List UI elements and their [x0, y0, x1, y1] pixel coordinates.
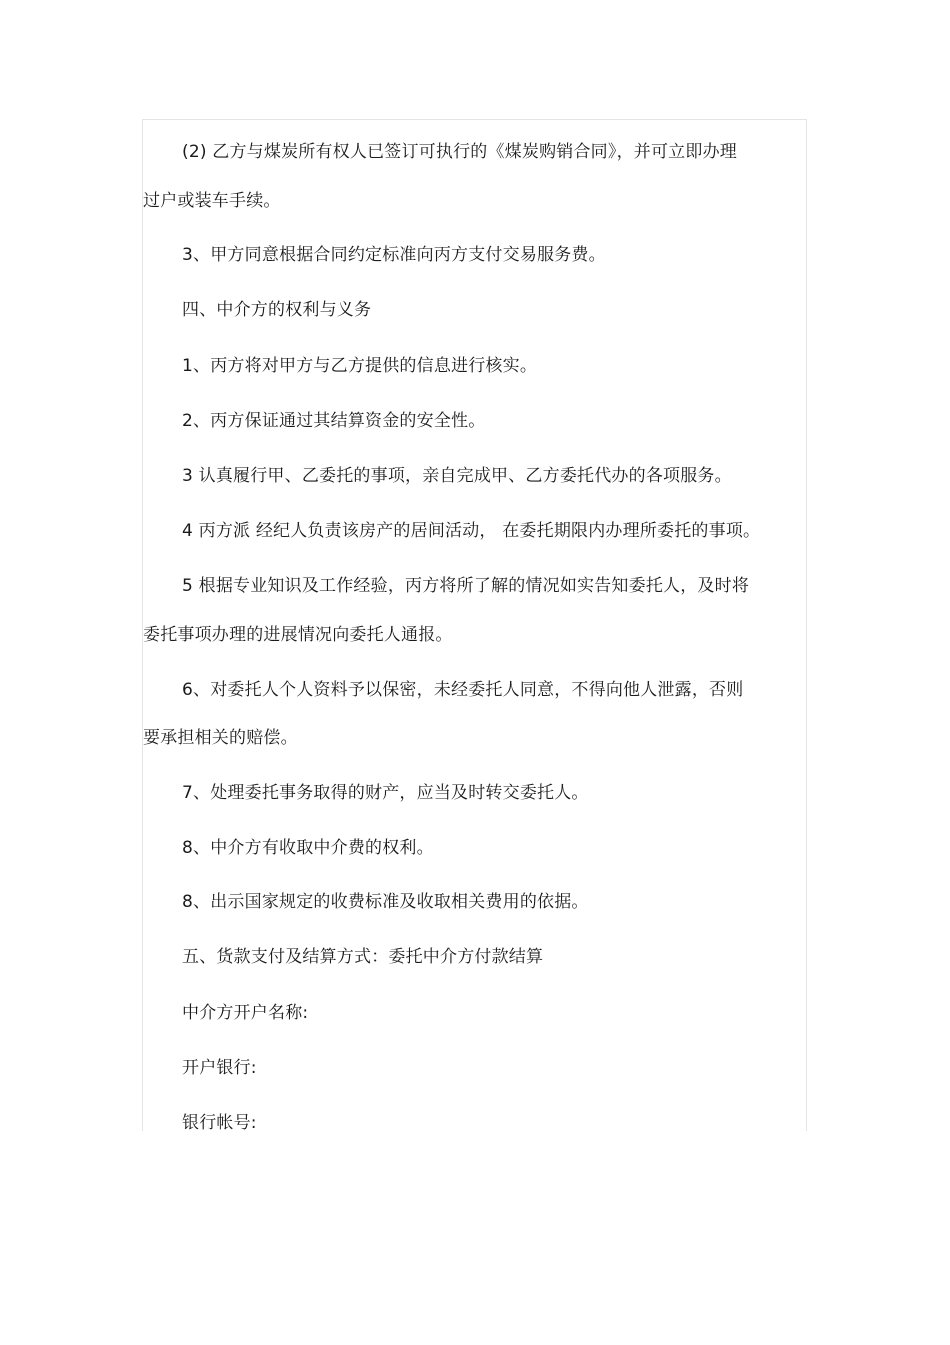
section-4-item-4: 4 丙方派 经纪人负责该房产的居间活动， 在委托期限内办理所委托的事项。 — [182, 521, 761, 541]
section-4-item-8a: 8、中介方有收取中介费的权利。 — [182, 838, 434, 858]
clause-3: 3、甲方同意根据合同约定标准向丙方支付交易服务费。 — [182, 245, 606, 265]
section-5-heading: 五、货款支付及结算方式：委托中介方付款结算 — [182, 947, 544, 967]
section-4-item-6-line-1: 6、对委托人个人资料予以保密，未经委托人同意，不得向他人泄露，否则 — [182, 680, 744, 700]
clause-2-line-2: 过户或装车手续。 — [143, 191, 281, 211]
section-4-item-5-line-2: 委托事项办理的进展情况向委托人通报。 — [143, 625, 453, 645]
section-4-heading: 四、中介方的权利与义务 — [182, 300, 372, 320]
section-4-item-8b: 8、出示国家规定的收费标准及收取相关费用的依据。 — [182, 892, 589, 912]
bank-account-label: 银行帐号: — [182, 1113, 257, 1133]
section-4-item-6-line-2: 要承担相关的赔偿。 — [143, 728, 298, 748]
section-4-item-7: 7、处理委托事务取得的财产，应当及时转交委托人。 — [182, 783, 589, 803]
section-4-item-2: 2、丙方保证通过其结算资金的安全性。 — [182, 411, 486, 431]
section-4-item-5-line-1: 5 根据专业知识及工作经验，丙方将所了解的情况如实告知委托人，及时将 — [182, 576, 750, 596]
account-name-label: 中介方开户名称: — [182, 1003, 309, 1023]
section-4-item-3: 3 认真履行甲、乙委托的事项，亲自完成甲、乙方委托代办的各项服务。 — [182, 466, 732, 486]
bank-name-label: 开户银行: — [182, 1058, 257, 1078]
section-4-item-1: 1、丙方将对甲方与乙方提供的信息进行核实。 — [182, 356, 538, 376]
clause-2-line-1: (2) 乙方与煤炭所有权人已签订可执行的《煤炭购销合同》，并可立即办理 — [182, 142, 737, 162]
